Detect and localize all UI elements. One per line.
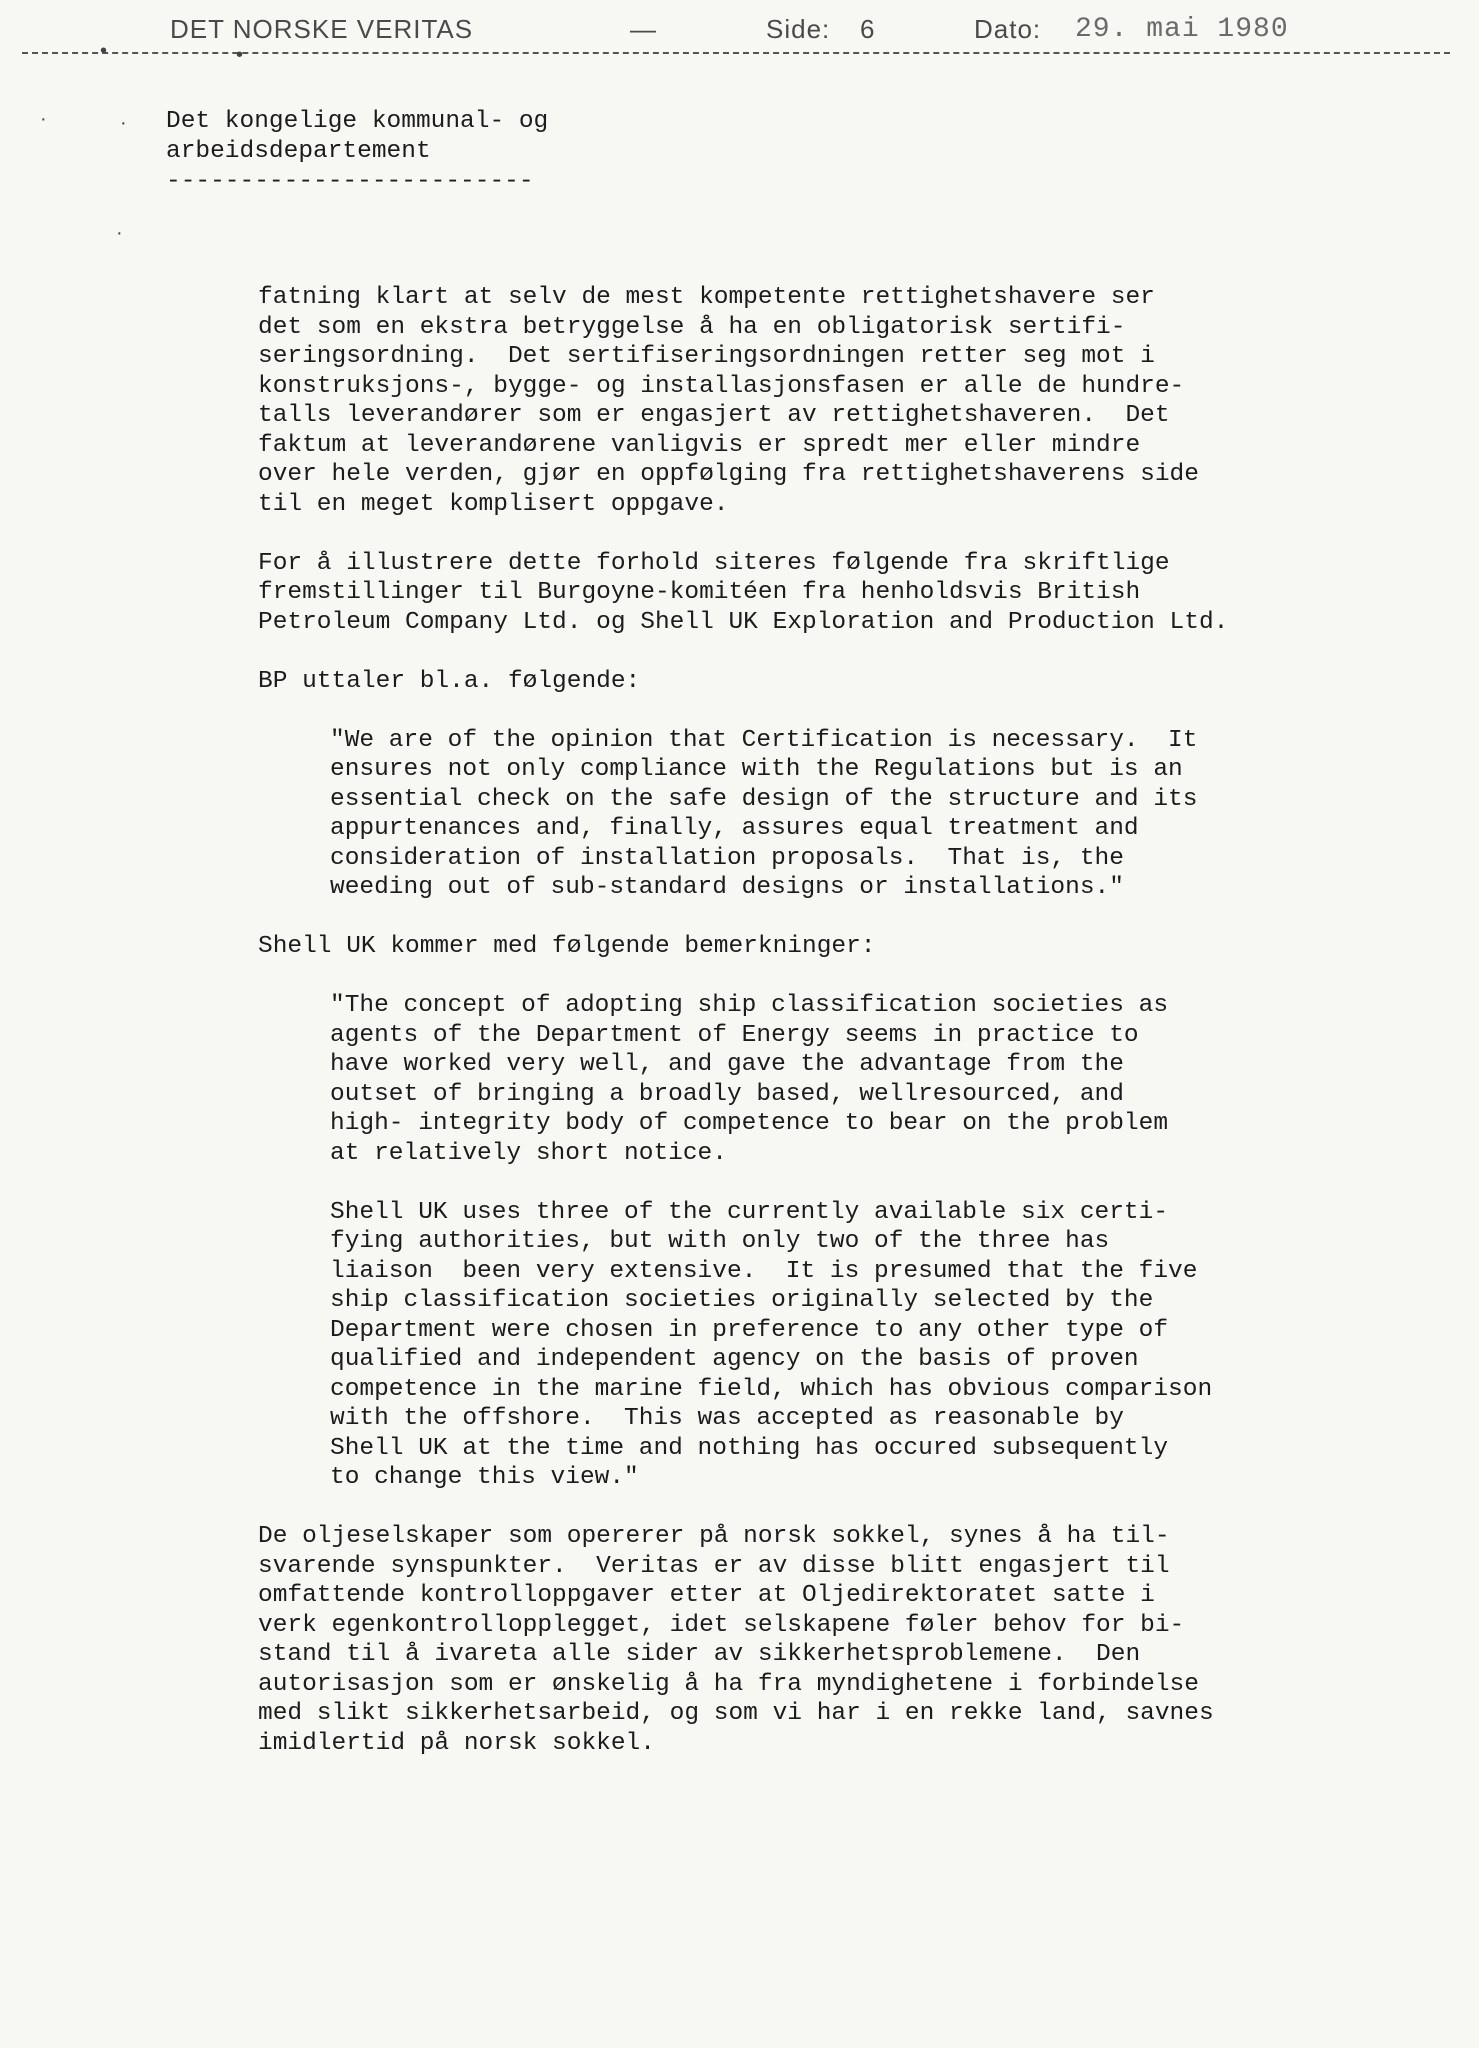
quote-shell-1: "The concept of adopting ship classification societies as agents of the Department of Energy seems in practice to have worked very well, and gave the advantage from the outset of bringing a broadly based, wellresourced, and high- integrity body of competence to bear on the problem at relatively short notice. [330,992,1169,1167]
recipient-underline: ------------------------- [166,168,534,195]
quote-bp: "We are of the opinion that Certification is necessary. It ensures not only compliance with the Regulations but is an essential check on the safe design of the structure and its appurtenances and, finally, assures equal treatment and consideration of installation proposals. That is, the weeding out of sub-standard designs or installations." [330,726,1198,901]
letterhead-separator: — [630,14,657,44]
scan-speck: · [40,108,47,130]
recipient-block [166,107,548,166]
letter-body [258,283,1458,1788]
paragraph-3: BP uttaler bl.a. følgende: [258,667,641,695]
recipient-line-2: arbeidsdepartement [166,137,431,165]
date-label: Dato: [974,14,1042,44]
scan-speck: · [120,112,127,134]
paragraph-2: For å illustrere dette forhold siteres følgende fra skriftlige fremstillinger til Burgoyne-komitéen fra henholdsvis British Petroleum Company Ltd. og Shell UK Exploration and Production Ltd. [258,549,1229,636]
page-label: Side: [766,14,831,44]
recipient-line-1: Det kongelige kommunal- og [166,108,549,135]
letterhead [170,14,1310,54]
quote-shell-2: Shell UK uses three of the currently available six certi- fying authorities, but with only two of the three has liaison been very extensive. It is presumed that the five ship classification societies originally selected by the Department were chosen in preference to any other type of qualified and independent agency on the basis of proven competence in the marine field, which has obvious comparison with the offshore. This was accepted as reasonable by Shell UK at the time and nothing has occured subsequently to change this view." [330,1198,1213,1491]
scan-speck: · [116,222,123,244]
paragraph-4: Shell UK kommer med følgende bemerkninger: [258,933,876,960]
paragraph-1: fatning klart at selv de mest kompetente rettighetshavere ser det som en ekstra betryggelse å ha en obligatorisk sertifi- seringsordning. Det sertifiseringsordningen retter seg mot i konstruksjons-, bygge- og installasjonsfasen er alle de hundre- talls leverandører som er engasjert av rettighetshaveren. Det faktum at leverandørene vanligvis er spredt mer eller mindre over hele verden, gjør en oppfølging fra rettighetshaverens side til en meget komplisert oppgave. [258,284,1199,518]
paragraph-5: De oljeselskaper som opererer på norsk sokkel, synes å ha til- svarende synspunkter. Veritas er av disse blitt engasjert til omfattende kontrolloppgaver etter at Oljedirektoratet satte i verk egenkontrollopplegget, idet selskapene føler behov for bi- stand til å ivareta alle sider av sikkerhetsproblemene. Den autorisasjon som er ønskelig å ha fra myndighetene i forbindelse med slikt sikkerhetsarbeid, og som vi har i en rekke land, savnes imidlertid på norsk sokkel. [258,1523,1214,1757]
date-value: 29. mai 1980 [1075,14,1289,45]
scan-speck: • [100,40,108,62]
company-name: DET NORSKE VERITAS [170,14,474,44]
page-number: 6 [860,14,876,44]
scan-speck: • [236,44,244,66]
